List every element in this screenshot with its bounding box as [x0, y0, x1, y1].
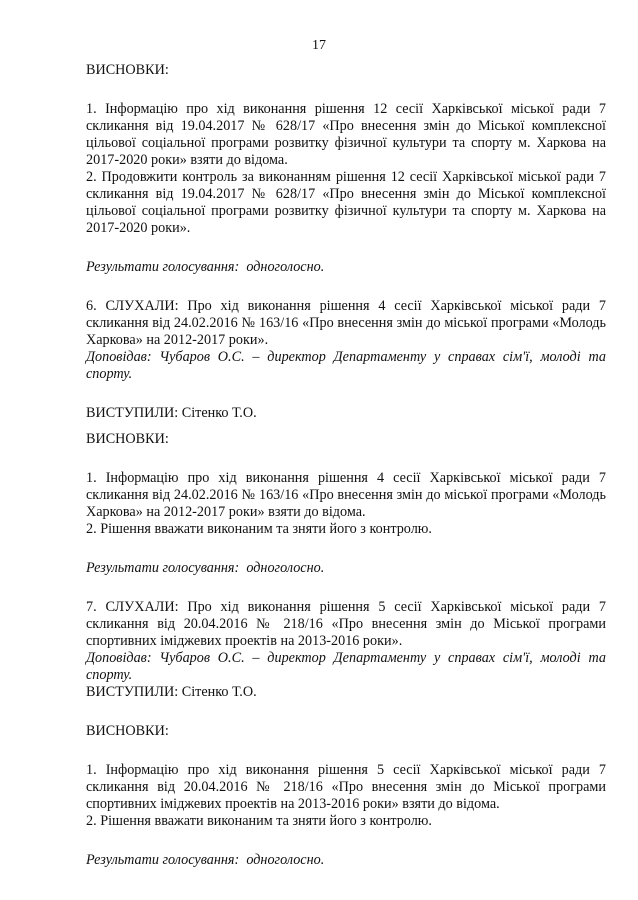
conclusion-item: 2. Продовжити контроль за виконанням рішення 12 сесії Харківської міської ради 7 скликання від 19.04.2017 № 628/17 «Про внесення змін до Міської комплексної цільової соціальної програми розвитку фізичної культури та спорту м. Харкова на 2017-2020 роки».: [86, 169, 606, 236]
conclusions-heading: ВИСНОВКИ:: [86, 431, 169, 447]
vote-value: одноголосно.: [246, 259, 325, 275]
document-body: [86, 62, 606, 869]
speaker-paragraph: Доповідав: Чубаров О.С. – директор Департаменту у справах сім'ї, молоді та спорту.: [86, 349, 606, 382]
conclusion-item: 1. Інформацію про хід виконання рішення 12 сесії Харківської міської ради 7 скликання від 19.04.2017 № 628/17 «Про внесення змін до Міської комплексної цільової соціальної програми розвитку фізичної культури та спорту м. Харкова на 2017-2020 роки» взяти до відома.: [86, 101, 606, 168]
vote-label: Результати голосування:: [86, 560, 240, 576]
vote-result: [86, 560, 606, 577]
vote-value: одноголосно.: [246, 560, 325, 576]
conclusions-heading: ВИСНОВКИ:: [86, 62, 169, 78]
heard-paragraph: 6. СЛУХАЛИ: Про хід виконання рішення 4 сесії Харківської міської ради 7 скликання від 24.02.2016 № 163/16 «Про внесення змін до міської програми «Молодь Харкова» на 2012-2017 роки».: [86, 298, 606, 348]
vote-label: Результати голосування:: [86, 259, 240, 275]
vote-label: Результати голосування:: [86, 852, 240, 868]
conclusion-item: 1. Інформацію про хід виконання рішення 4 сесії Харківської міської ради 7 скликання від 24.02.2016 № 163/16 «Про внесення змін до міської програми «Молодь Харкова» на 2012-2017 роки» взяти до відома.: [86, 470, 606, 520]
conclusion-item: 2. Рішення вважати виконаним та зняти його з контролю.: [86, 521, 432, 537]
spoke-paragraph: ВИСТУПИЛИ: Сітенко Т.О.: [86, 405, 257, 421]
conclusion-item: 2. Рішення вважати виконаним та зняти його з контролю.: [86, 813, 432, 829]
conclusions-heading: ВИСНОВКИ:: [86, 723, 169, 739]
page-number: 17: [312, 38, 326, 53]
spoke-paragraph: ВИСТУПИЛИ: Сітенко Т.О.: [86, 684, 257, 700]
vote-result: [86, 852, 606, 869]
heard-paragraph: 7. СЛУХАЛИ: Про хід виконання рішення 5 сесії Харківської міської ради 7 скликання від 20.04.2016 № 218/16 «Про внесення змін до Міської програми спортивних іміджевих проектів на 2013-2016 роки».: [86, 599, 606, 649]
conclusion-item: 1. Інформацію про хід виконання рішення 5 сесії Харківської міської ради 7 скликання від 20.04.2016 № 218/16 «Про внесення змін до Міської програми спортивних іміджевих проектів на 2013-2016 роки» взяти до відома.: [86, 762, 606, 812]
speaker-paragraph: Доповідав: Чубаров О.С. – директор Департаменту у справах сім'ї, молоді та спорту.: [86, 650, 606, 683]
vote-value: одноголосно.: [246, 852, 325, 868]
vote-result: [86, 259, 606, 276]
